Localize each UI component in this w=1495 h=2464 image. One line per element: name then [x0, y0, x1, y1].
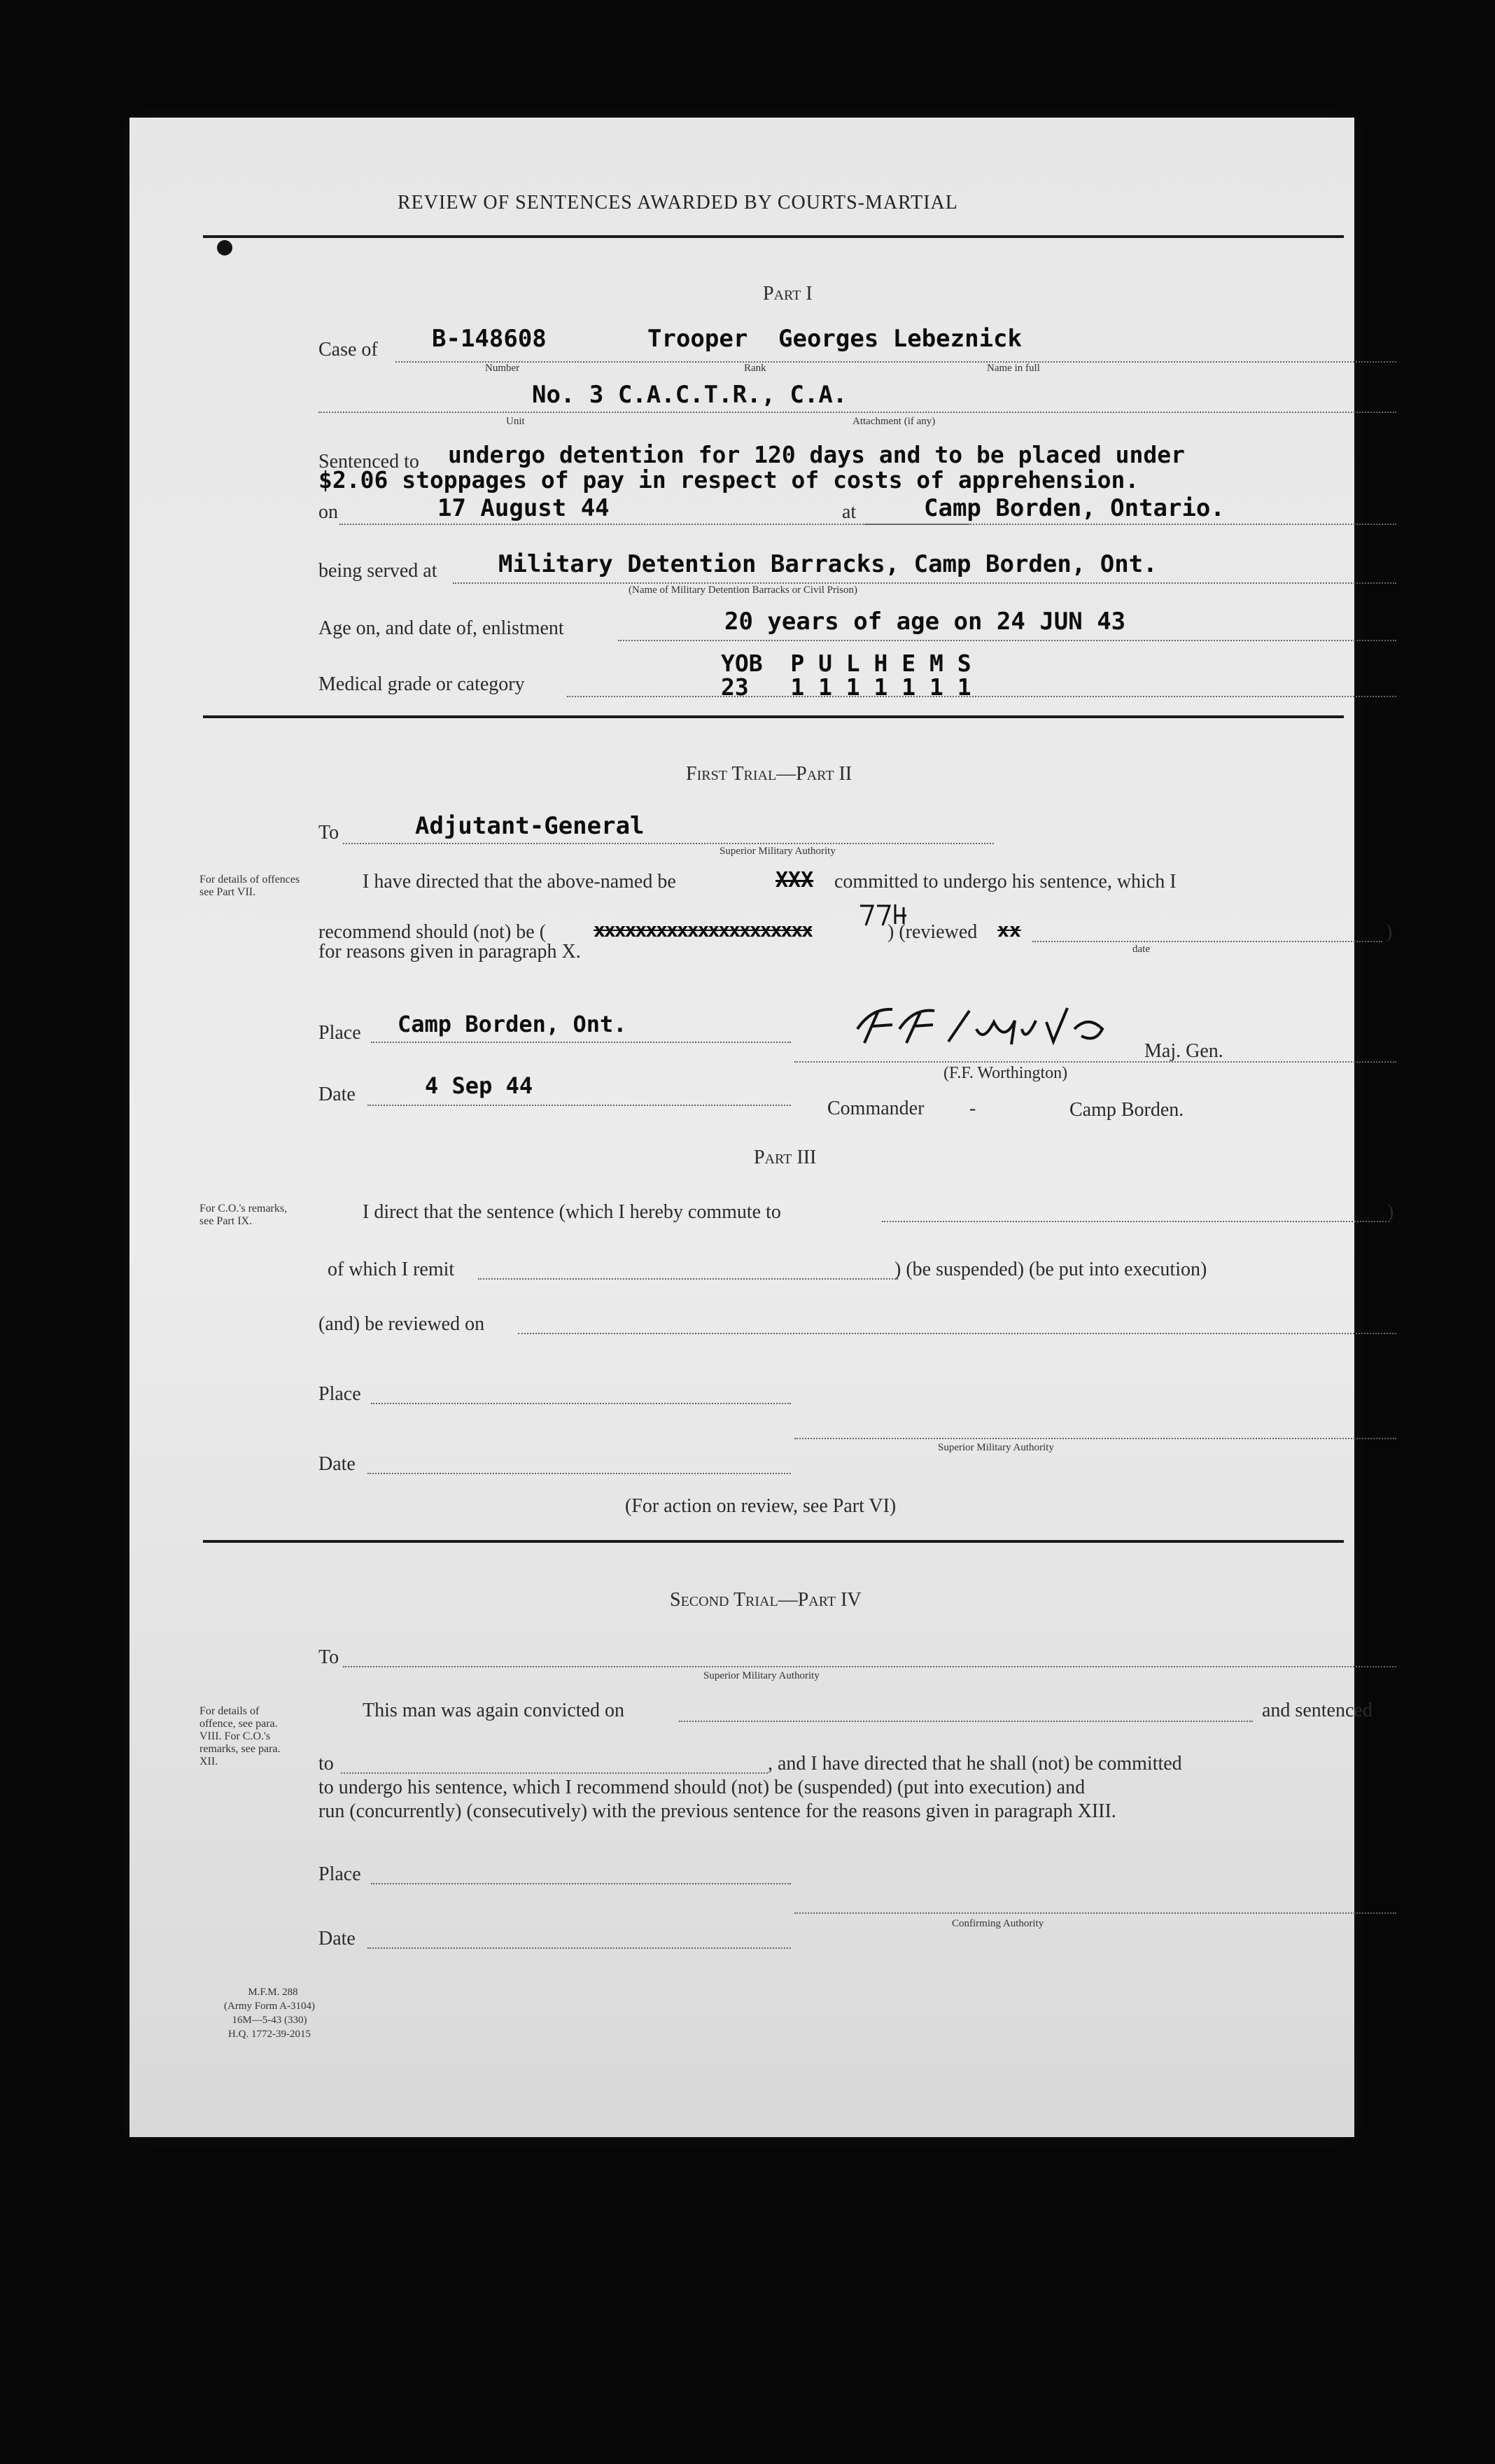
- review-date-caption: date: [1132, 944, 1150, 955]
- part4-place-line: [371, 1883, 791, 1884]
- medical-values: 23 1 1 1 1 1 1 1: [721, 673, 971, 701]
- part2-side-note: For details of offences see Part VII.: [199, 874, 300, 898]
- part3-date-line: [367, 1473, 791, 1474]
- part2-heading: First Trial—Part II: [686, 763, 852, 785]
- part4-sign-line: [794, 1912, 1396, 1914]
- part2-to-line: [343, 843, 994, 844]
- part4-line-3: to undergo his sentence, which I recommend should (not) be (suspended) (put into execution) and: [318, 1777, 1086, 1798]
- served-label: being served at: [318, 560, 437, 582]
- part2-text-2b: ) (reviewed: [887, 921, 978, 943]
- part3-line-1: I direct that the sentence (which I hereby commute to: [363, 1201, 781, 1223]
- signature-caption: (F.F. Worthington): [943, 1064, 1068, 1082]
- sentence-to-line: [341, 1772, 768, 1774]
- unit-caption: Unit: [506, 416, 525, 427]
- part3-heading: Part III: [754, 1147, 817, 1168]
- part4-line-2b: , and I have directed that he shall (not) be committed: [768, 1753, 1182, 1774]
- part4-to-line: [343, 1666, 1396, 1667]
- part2-place-line: [371, 1042, 791, 1043]
- part2-text-3: for reasons given in paragraph X.: [318, 941, 581, 962]
- part2-place-label: Place: [318, 1022, 361, 1044]
- age-value: 20 years of age on 24 JUN 43: [724, 608, 1126, 636]
- review-on-line: [518, 1333, 1396, 1334]
- part1-rule: [203, 715, 1344, 718]
- convicted-on-line: [679, 1721, 1253, 1722]
- form-title: REVIEW OF SENTENCES AWARDED BY COURTS-MARTIAL: [398, 192, 958, 214]
- rank-caption: Rank: [744, 363, 766, 374]
- part2-date-line: [367, 1105, 791, 1106]
- medical-header: YOB P U L H E M S: [721, 650, 971, 677]
- number-caption: Number: [485, 363, 520, 374]
- sentence-place: Camp Borden, Ontario.: [924, 494, 1225, 522]
- part3-side-note: For C.O.'s remarks, see Part IX.: [199, 1203, 288, 1227]
- part3-place-label: Place: [318, 1383, 361, 1405]
- sentence-date: 17 August 44: [437, 494, 610, 522]
- unit-value: No. 3 C.A.C.T.R., C.A.: [532, 381, 848, 409]
- service-number: B-148608: [432, 325, 547, 353]
- part2-place-value: Camp Borden, Ont.: [398, 1011, 627, 1037]
- part3-line-1-end: ): [1387, 1201, 1394, 1223]
- form-sheet: [129, 118, 1394, 2137]
- on-label: on: [318, 501, 338, 523]
- title-rule: [203, 235, 1344, 238]
- sentence-line-1: undergo detention for 120 days and to be placed under: [448, 441, 1185, 468]
- part3-line-2b: ) (be suspended) (be put into execution): [894, 1259, 1207, 1280]
- struck-text-2: xxxxxxxxxxxxxxxxxxxxx: [594, 918, 813, 941]
- at-label: at: [842, 501, 857, 523]
- struck-text-3: xx: [997, 918, 1021, 941]
- commander-dash: -: [969, 1098, 976, 1119]
- part2-date-value: 4 Sep 44: [425, 1072, 533, 1099]
- form-footer-line-4: H.Q. 1772-39-2015: [228, 2029, 311, 2040]
- served-caption: (Name of Military Detention Barracks or Civil Prison): [629, 584, 858, 596]
- part3-authority-caption: Superior Military Authority: [938, 1442, 1054, 1453]
- to-authority: Adjutant-General: [415, 812, 645, 840]
- name-caption: Name in full: [987, 363, 1040, 374]
- part3-line-3: (and) be reviewed on: [318, 1313, 485, 1335]
- part4-line-1b: and sentenced: [1262, 1700, 1373, 1721]
- rank-value: Trooper: [647, 325, 748, 353]
- punch-hole-mark: [217, 240, 232, 255]
- medical-line: [567, 696, 1396, 697]
- part2-text-1a: I have directed that the above-named be: [363, 871, 676, 892]
- confirming-caption: Confirming Authority: [952, 1918, 1044, 1929]
- part3-line-2a: of which I remit: [328, 1259, 455, 1280]
- remit-line: [478, 1278, 898, 1280]
- part4-date-label: Date: [318, 1928, 356, 1949]
- served-at-value: Military Detention Barracks, Camp Borden, Ont.: [498, 550, 1158, 578]
- review-date-line: [1032, 941, 1382, 942]
- part2-text-2a: recommend should (not) be (: [318, 921, 547, 943]
- name-value: Georges Lebeznick: [778, 325, 1022, 353]
- sentence-line-2: $2.06 stoppages of pay in respect of costs of apprehension.: [318, 466, 1139, 493]
- form-footer-line-3: 16M—5-43 (330): [232, 2015, 307, 2026]
- case-line: [395, 361, 1396, 363]
- part4-heading: Second Trial—Part IV: [670, 1589, 862, 1611]
- part4-line-4: run (concurrently) (consecutively) with the previous sentence for the reasons given in paragraph XIII.: [318, 1800, 1116, 1822]
- struck-text-1: XXX: [775, 868, 814, 892]
- part4-line-1a: This man was again convicted on: [363, 1700, 625, 1721]
- case-label: Case of: [318, 339, 378, 360]
- at-line: [864, 524, 1396, 525]
- age-line: [618, 640, 1396, 641]
- part1-heading: Part I: [763, 283, 813, 304]
- part3-date-label: Date: [318, 1453, 356, 1475]
- signature-line: [794, 1061, 1396, 1063]
- part2-text-2-end: ): [1386, 921, 1393, 943]
- attachment-caption: Attachment (if any): [852, 416, 936, 427]
- handwritten-mark: [857, 900, 913, 928]
- part4-authority-caption: Superior Military Authority: [703, 1670, 820, 1681]
- command-place: Camp Borden.: [1069, 1099, 1184, 1121]
- part4-side-note: For details of offence, see para. VIII. For C.O.'s remarks, see para. XII.: [199, 1705, 281, 1768]
- review-action-note: (For action on review, see Part VI): [625, 1495, 897, 1517]
- rank-suffix: Maj. Gen.: [1144, 1040, 1223, 1062]
- part4-date-line: [367, 1947, 791, 1949]
- served-line: [453, 582, 1396, 584]
- part3-rule: [203, 1540, 1344, 1543]
- form-footer-line-1: M.F.M. 288: [248, 1987, 298, 1998]
- form-footer-line-2: (Army Form A-3104): [224, 2001, 315, 2012]
- part3-place-line: [371, 1403, 791, 1404]
- part2-to-label: To: [318, 822, 339, 844]
- sentenced-label: Sentenced to: [318, 451, 419, 472]
- commute-line: [882, 1221, 1389, 1222]
- unit-line: [318, 412, 1396, 413]
- part2-text-1b: committed to undergo his sentence, which I: [834, 871, 1177, 892]
- part4-to-label: To: [318, 1646, 339, 1668]
- part2-authority-caption: Superior Military Authority: [720, 846, 836, 857]
- commander-title: Commander: [827, 1098, 925, 1119]
- part3-sign-line: [794, 1438, 1396, 1439]
- age-label: Age on, and date of, enlistment: [318, 617, 564, 639]
- part4-place-label: Place: [318, 1863, 361, 1885]
- commander-signature: [843, 1001, 1137, 1057]
- part2-date-label: Date: [318, 1084, 356, 1105]
- part4-line-2a: to: [318, 1753, 334, 1774]
- medical-label: Medical grade or category: [318, 673, 525, 695]
